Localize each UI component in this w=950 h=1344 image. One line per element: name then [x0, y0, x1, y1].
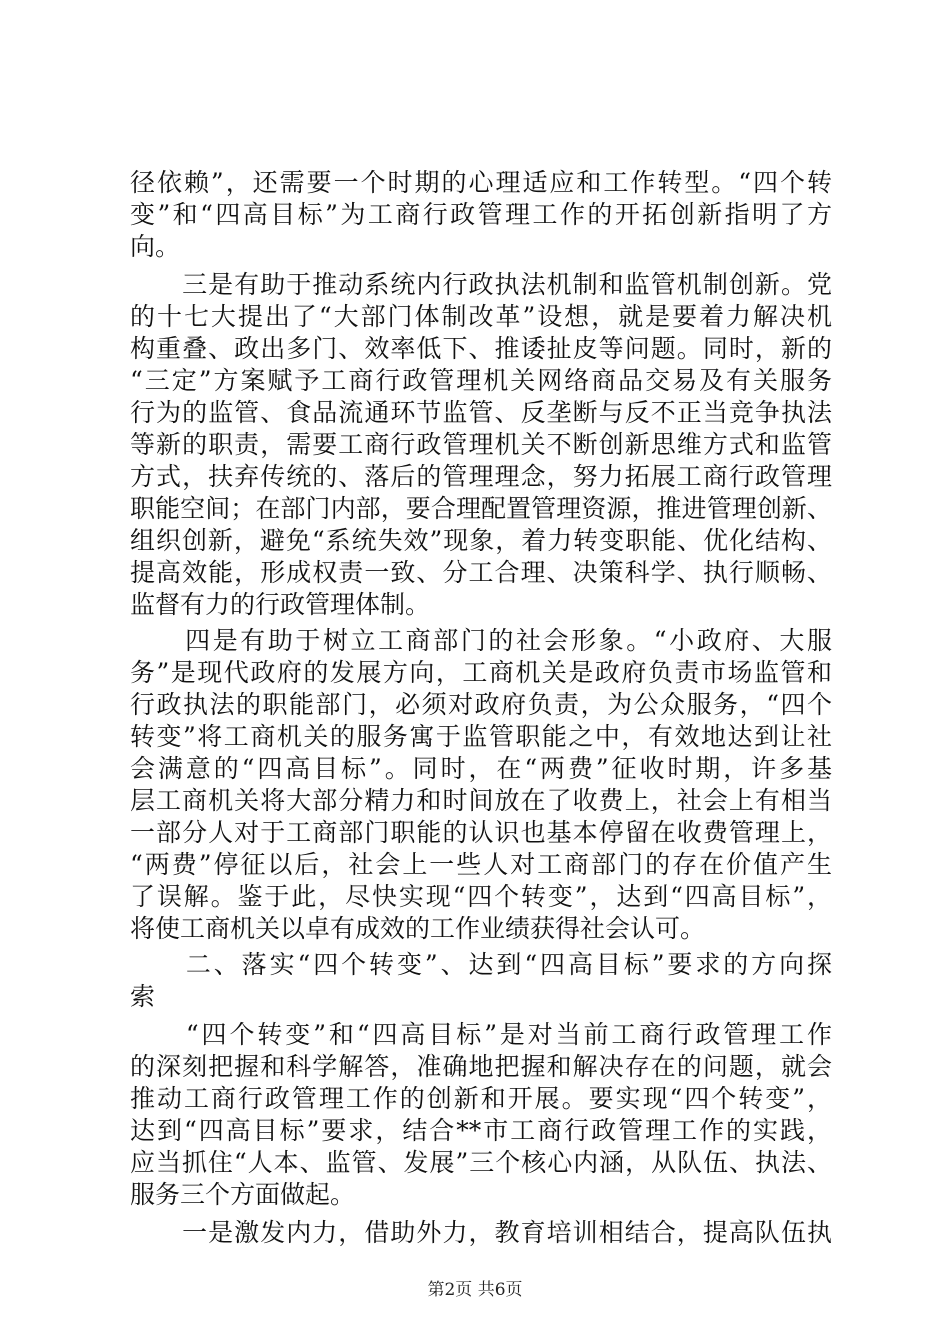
text-line: 一是激发内力，借助外力，教育培训相结合，提高队伍执: [130, 1218, 832, 1247]
text-line: 构重叠、政出多门、效率低下、推诿扯皮等问题。同时，新的: [130, 334, 832, 363]
text-line: 行政执法的职能部门，必须对政府负责，为公众服务，“四个: [130, 690, 832, 719]
text-line: 职能空间；在部门内部，要合理配置管理资源，推进管理创新、: [130, 494, 832, 523]
page-number-footer: 第2页 共6页: [427, 1280, 523, 1300]
text-line: “四个转变”和“四高目标”是对当前工商行政管理工作: [130, 1020, 832, 1049]
text-line: 径依赖”，还需要一个时期的心理适应和工作转型。“四个转: [130, 168, 832, 197]
text-line: “三定”方案赋予工商行政管理机关网络商品交易及有关服务: [130, 366, 832, 395]
text-line: 三是有助于推动系统内行政执法机制和监管机制创新。党: [130, 270, 832, 299]
text-line: 向。: [130, 232, 181, 261]
text-line: “两费”停征以后，社会上一些人对工商部门的存在价值产生: [130, 850, 832, 879]
text-line: 变”和“四高目标”为工商行政管理工作的开拓创新指明了方: [130, 200, 832, 229]
text-line: 的十七大提出了“大部门体制改革”设想，就是要着力解决机: [130, 302, 832, 331]
text-line: 达到“四高目标”要求，结合**市工商行政管理工作的实践，: [130, 1116, 832, 1145]
text-line: 务”是现代政府的发展方向，工商机关是政府负责市场监管和: [130, 658, 832, 687]
text-line: 组织创新，避免“系统失效”现象，着力转变职能、优化结构、: [130, 526, 832, 555]
section-heading-line: 二、落实“四个转变”、达到“四高目标”要求的方向探: [130, 950, 832, 979]
text-line: 应当抓住“人本、监管、发展”三个核心内涵，从队伍、执法、: [130, 1148, 832, 1177]
text-line: 会满意的“四高目标”。同时，在“两费”征收时期，许多基: [130, 754, 832, 783]
text-line: 行为的监管、食品流通环节监管、反垄断与反不正当竞争执法: [130, 398, 832, 427]
text-line: 的深刻把握和科学解答，准确地把握和解决存在的问题，就会: [130, 1052, 832, 1081]
text-line: 层工商机关将大部分精力和时间放在了收费上，社会上有相当: [130, 786, 832, 815]
text-line: 监督有力的行政管理体制。: [130, 590, 431, 619]
text-line: 等新的职责，需要工商行政管理机关不断创新思维方式和监管: [130, 430, 832, 459]
section-heading-line: 索: [130, 982, 156, 1011]
text-line: 推动工商行政管理工作的创新和开展。要实现“四个转变”，: [130, 1084, 832, 1113]
text-line: 提高效能，形成权责一致、分工合理、决策科学、执行顺畅、: [130, 558, 832, 587]
text-line: 了误解。鉴于此，尽快实现“四个转变”，达到“四高目标”，: [130, 882, 832, 911]
text-line: 将使工商机关以卓有成效的工作业绩获得社会认可。: [130, 914, 706, 943]
text-line: 一部分人对于工商部门职能的认识也基本停留在收费管理上，: [130, 818, 832, 847]
text-line: 方式，扶弃传统的、落后的管理理念，努力拓展工商行政管理: [130, 462, 832, 491]
text-line: 四是有助于树立工商部门的社会形象。“小政府、大服: [130, 626, 832, 655]
text-line: 转变”将工商机关的服务寓于监管职能之中，有效地达到让社: [130, 722, 832, 751]
text-line: 服务三个方面做起。: [130, 1180, 356, 1209]
